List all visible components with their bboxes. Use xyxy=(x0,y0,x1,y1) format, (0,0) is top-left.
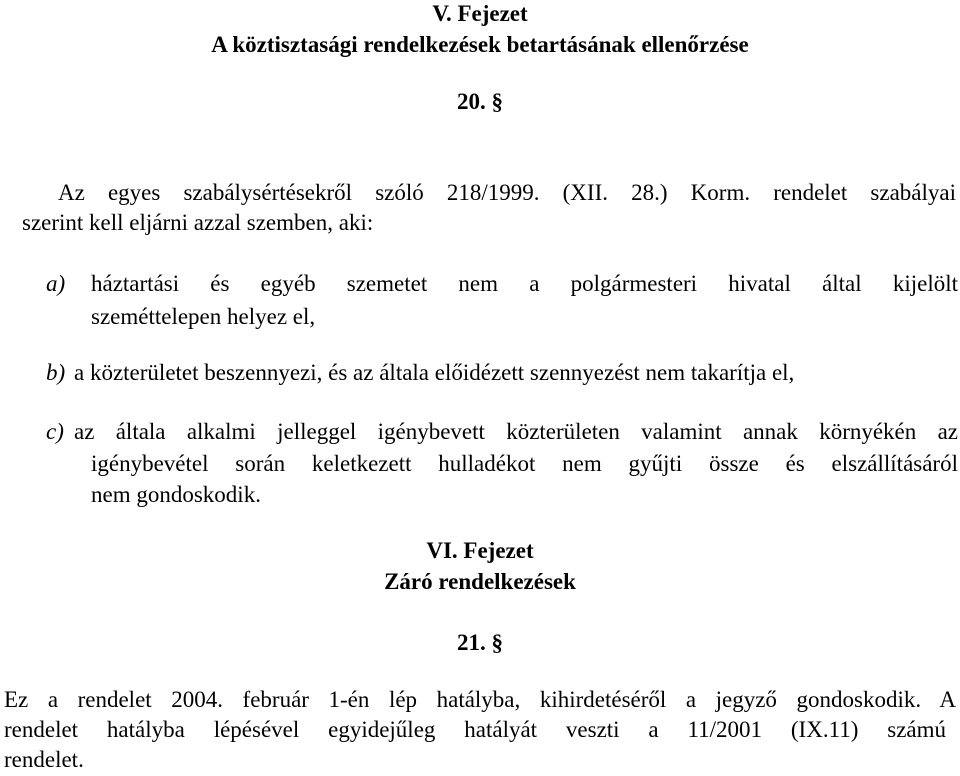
item-b-line-1: a közterületet beszennyezi, és az általa előidézett szennyezést nem takarítja el, xyxy=(74,360,795,385)
intro-paragraph-line-2: szerint kell eljárni azzal szemben, aki: xyxy=(22,210,374,235)
item-c-line-3: nem gondoskodik. xyxy=(91,482,261,507)
item-a-label: a) xyxy=(46,271,66,296)
section-21-heading: 21. § xyxy=(457,630,503,655)
item-b-label: b) xyxy=(46,360,66,385)
item-a-line-1: háztartási és egyéb szemetet nem a polgármesteri hivatal által kijelölt xyxy=(91,271,958,296)
item-c-line-1: az általa alkalmi jelleggel igénybevett közterületen valamint annak környékén az xyxy=(74,419,958,444)
section-20-heading: 20. § xyxy=(457,89,503,114)
chapter-6-heading: VI. Fejezet xyxy=(426,538,534,563)
closing-paragraph-line-2: rendelet hatályba lépésével egyidejűleg hatályát veszti a 11/2001 (IX.11) számú xyxy=(4,717,946,742)
item-c-label: c) xyxy=(46,419,64,444)
chapter-5-heading: V. Fejezet xyxy=(432,1,528,26)
closing-paragraph-line-1: Ez a rendelet 2004. február 1-én lép hatályba, kihirdetéséről a jegyző gondoskodik. A xyxy=(4,687,956,712)
item-a-line-2: szeméttelepen helyez el, xyxy=(91,304,316,329)
closing-paragraph-line-3: rendelet. xyxy=(4,747,84,772)
chapter-5-title: A köztisztasági rendelkezések betartásának ellenőrzése xyxy=(211,32,749,57)
chapter-6-title: Záró rendelkezések xyxy=(384,569,576,594)
item-c-line-2: igénybevétel során keletkezett hulladékot nem gyűjti össze és elszállításáról xyxy=(91,451,958,476)
intro-paragraph-line-1: Az egyes szabálysértésekről szóló 218/1999. (XII. 28.) Korm. rendelet szabályai xyxy=(58,180,956,205)
